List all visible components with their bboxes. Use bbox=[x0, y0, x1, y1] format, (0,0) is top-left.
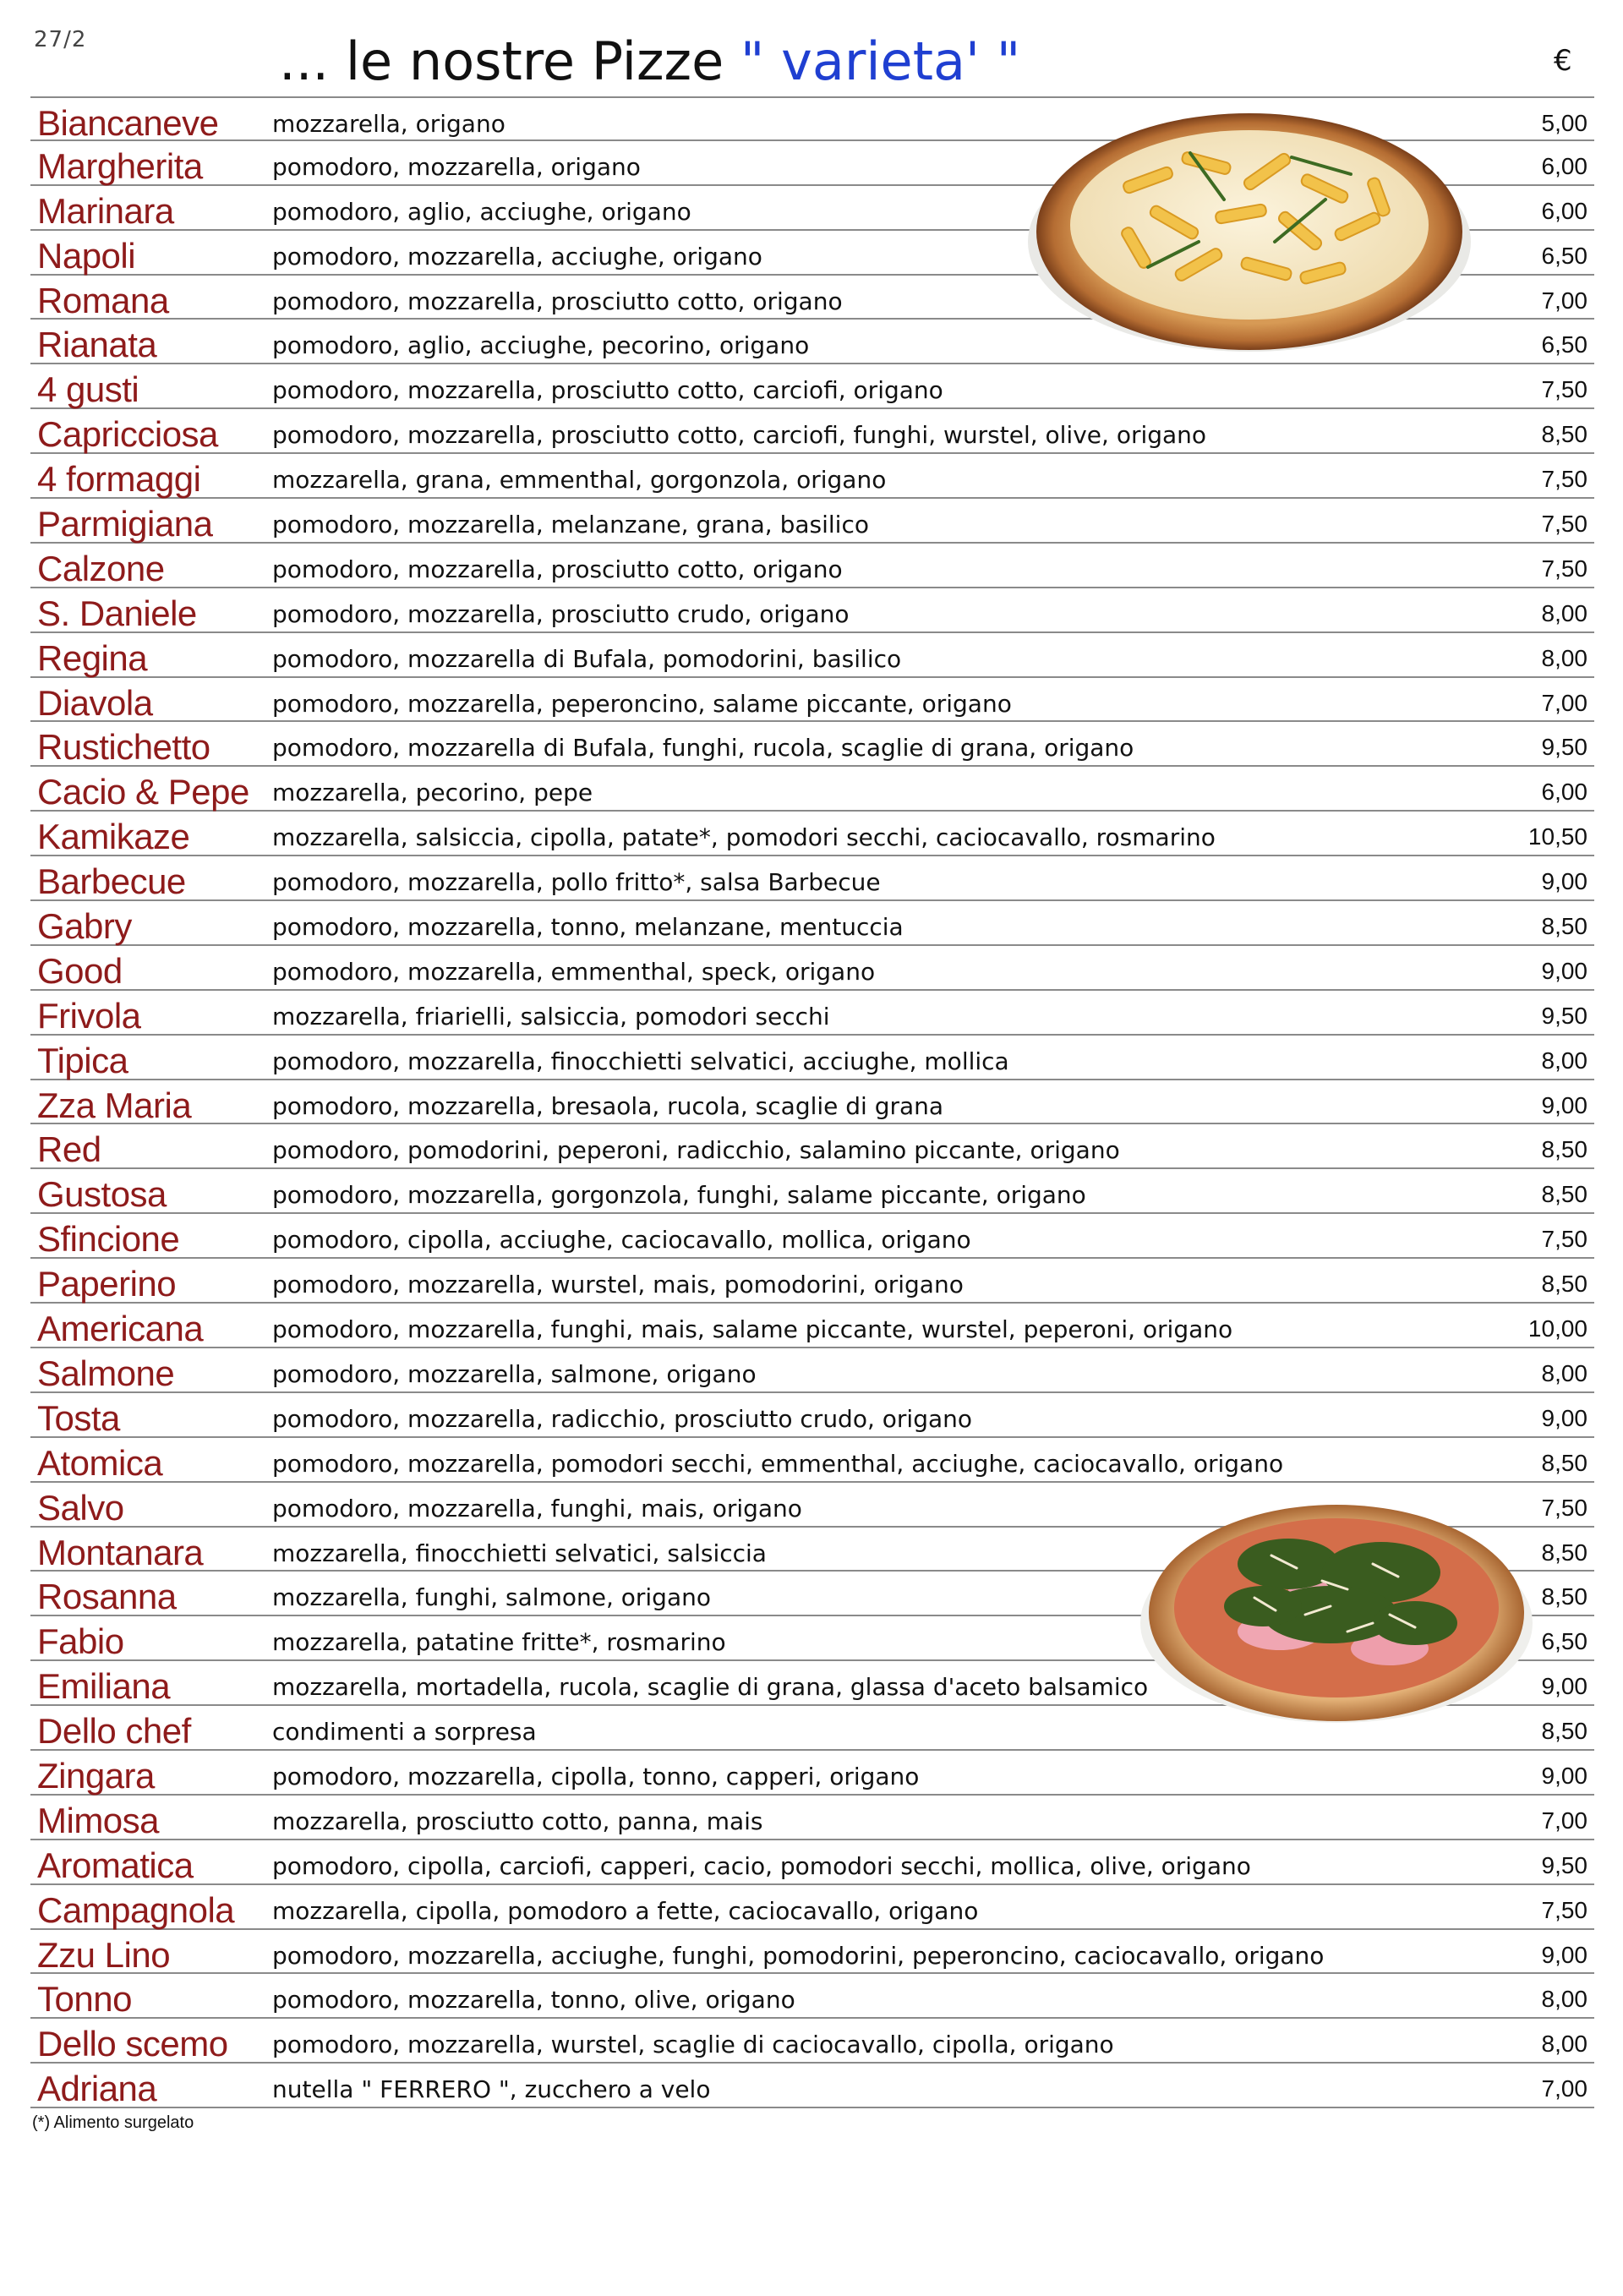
page-number: 27/2 bbox=[34, 27, 87, 52]
pizza-name: Zza Maria bbox=[37, 1085, 192, 1125]
pizza-price: 9,00 bbox=[1541, 957, 1587, 984]
pizza-photo-patate bbox=[1021, 73, 1478, 360]
menu-row bbox=[30, 1304, 1594, 1348]
pizza-name: Atomica bbox=[37, 1442, 163, 1483]
pizza-name: Cacio & Pepe bbox=[37, 772, 249, 812]
menu-row bbox=[30, 1974, 1594, 2019]
pizza-ingredients: pomodoro, mozzarella, prosciutto cotto, carciofi, origano bbox=[272, 376, 943, 405]
menu-row bbox=[30, 544, 1594, 588]
menu-row bbox=[30, 1930, 1594, 1975]
pizza-name: Dello scemo bbox=[37, 2024, 228, 2064]
pizza-price: 8,50 bbox=[1541, 913, 1587, 940]
pizza-price: 9,50 bbox=[1541, 734, 1587, 761]
menu-row bbox=[30, 946, 1594, 991]
page-title bbox=[279, 30, 1020, 92]
pizza-price: 6,00 bbox=[1541, 152, 1587, 179]
pizza-name: Rianata bbox=[37, 325, 157, 365]
pizza-photo-rucola bbox=[1136, 1488, 1537, 1731]
pizza-price: 8,50 bbox=[1541, 421, 1587, 448]
pizza-name: Salvo bbox=[37, 1487, 124, 1528]
pizza-ingredients: pomodoro, mozzarella, peperoncino, salame piccante, origano bbox=[272, 689, 1012, 718]
pizza-price: 9,00 bbox=[1541, 868, 1587, 895]
pizza-price: 7,00 bbox=[1541, 1807, 1587, 1834]
pizza-price: 8,50 bbox=[1541, 1539, 1587, 1566]
pizza-name: Red bbox=[37, 1129, 101, 1170]
menu-row bbox=[30, 364, 1594, 409]
pizza-name: Paperino bbox=[37, 1264, 177, 1304]
pizza-price: 8,00 bbox=[1541, 1359, 1587, 1386]
pizza-price: 6,00 bbox=[1541, 779, 1587, 806]
pizza-name: Gabry bbox=[37, 906, 132, 947]
pizza-name: Zzu Lino bbox=[37, 1934, 171, 1975]
pizza-ingredients: pomodoro, mozzarella, gorgonzola, funghi, salame piccante, origano bbox=[272, 1181, 1086, 1210]
pizza-name: Tonno bbox=[37, 1979, 132, 2020]
menu-row bbox=[30, 1214, 1594, 1259]
pizza-name: 4 formaggi bbox=[37, 459, 201, 500]
menu-row bbox=[30, 454, 1594, 499]
menu-row bbox=[30, 1259, 1594, 1304]
pizza-price: 7,00 bbox=[1541, 689, 1587, 716]
pizza-name: Tipica bbox=[37, 1040, 128, 1080]
pizza-ingredients: pomodoro, mozzarella di Bufala, funghi, rucola, scaglie di grana, origano bbox=[272, 734, 1134, 763]
pizza-ingredients: pomodoro, mozzarella, bresaola, rucola, scaglie di grana bbox=[272, 1091, 944, 1120]
pizza-name: Zingara bbox=[37, 1755, 155, 1796]
pizza-price: 8,00 bbox=[1541, 2031, 1587, 2058]
pizza-ingredients: pomodoro, mozzarella, prosciutto cotto, carciofi, funghi, wurstel, olive, origano bbox=[272, 421, 1207, 450]
pizza-ingredients: pomodoro, mozzarella, salmone, origano bbox=[272, 1359, 757, 1388]
pizza-ingredients: condimenti a sorpresa bbox=[272, 1718, 537, 1747]
pizza-name: Sfincione bbox=[37, 1219, 180, 1260]
pizza-name: Dello chef bbox=[37, 1711, 191, 1752]
pizza-price: 7,50 bbox=[1541, 1896, 1587, 1923]
pizza-ingredients: pomodoro, mozzarella, pollo fritto*, salsa Barbecue bbox=[272, 868, 881, 897]
menu-row bbox=[30, 901, 1594, 946]
menu-row bbox=[30, 409, 1594, 454]
menu-row bbox=[30, 588, 1594, 633]
pizza-price: 6,50 bbox=[1541, 242, 1587, 269]
pizza-price: 6,00 bbox=[1541, 197, 1587, 224]
pizza-ingredients: pomodoro, mozzarella, wurstel, scaglie di caciocavallo, cipolla, origano bbox=[272, 2031, 1114, 2059]
pizza-price: 9,00 bbox=[1541, 1091, 1587, 1118]
menu-row bbox=[30, 1169, 1594, 1214]
pizza-price: 8,00 bbox=[1541, 599, 1587, 626]
pizza-name: Fabio bbox=[37, 1621, 124, 1662]
pizza-price: 8,00 bbox=[1541, 1986, 1587, 2013]
pizza-name: Margherita bbox=[37, 145, 203, 186]
pizza-price: 8,00 bbox=[1541, 1047, 1587, 1074]
pizza-ingredients: mozzarella, origano bbox=[272, 110, 505, 138]
pizza-name: Napoli bbox=[37, 235, 136, 276]
title-prefix: ... le nostre Pizze bbox=[279, 30, 740, 92]
pizza-ingredients: pomodoro, mozzarella, emmenthal, speck, origano bbox=[272, 957, 876, 986]
menu-row bbox=[30, 812, 1594, 856]
pizza-name: Gustosa bbox=[37, 1174, 167, 1215]
pizza-price: 9,00 bbox=[1541, 1404, 1587, 1431]
pizza-name: Campagnola bbox=[37, 1889, 235, 1930]
pizza-price: 7,50 bbox=[1541, 1226, 1587, 1253]
pizza-ingredients: pomodoro, mozzarella, prosciutto crudo, origano bbox=[272, 599, 850, 628]
pizza-name: Salmone bbox=[37, 1353, 175, 1393]
pizza-price: 9,50 bbox=[1541, 1002, 1587, 1029]
pizza-menu-list bbox=[30, 96, 1594, 2108]
pizza-name: Capricciosa bbox=[37, 414, 218, 455]
pizza-name: Americana bbox=[37, 1309, 204, 1349]
pizza-ingredients: pomodoro, mozzarella, prosciutto cotto, origano bbox=[272, 555, 843, 583]
pizza-price: 5,00 bbox=[1541, 110, 1587, 136]
menu-row bbox=[30, 1348, 1594, 1393]
pizza-price: 7,50 bbox=[1541, 555, 1587, 582]
pizza-ingredients: mozzarella, patatine fritte*, rosmarino bbox=[272, 1628, 726, 1657]
footnote: (*) Alimento surgelato bbox=[32, 2113, 194, 2132]
pizza-price: 8,00 bbox=[1541, 644, 1587, 671]
pizza-ingredients: pomodoro, pomodorini, peperoni, radicchio, salamino piccante, origano bbox=[272, 1136, 1120, 1165]
pizza-ingredients: mozzarella, prosciutto cotto, panna, mais bbox=[272, 1807, 763, 1835]
title-accent: " varieta' " bbox=[740, 30, 1021, 92]
pizza-ingredients: mozzarella, mortadella, rucola, scaglie di grana, glassa d'aceto balsamico bbox=[272, 1673, 1149, 1702]
pizza-ingredients: pomodoro, mozzarella, acciughe, origano bbox=[272, 242, 762, 271]
pizza-ingredients: pomodoro, mozzarella, pomodori secchi, emmenthal, acciughe, caciocavallo, origano bbox=[272, 1449, 1284, 1478]
pizza-name: Good bbox=[37, 950, 123, 991]
menu-row bbox=[30, 1124, 1594, 1169]
pizza-ingredients: pomodoro, mozzarella, tonno, melanzane, mentuccia bbox=[272, 913, 904, 942]
menu-row bbox=[30, 1840, 1594, 1885]
pizza-price: 6,50 bbox=[1541, 1628, 1587, 1655]
pizza-ingredients: pomodoro, mozzarella, tonno, olive, origano bbox=[272, 1986, 795, 2014]
pizza-price: 7,50 bbox=[1541, 1494, 1587, 1521]
menu-row bbox=[30, 1438, 1594, 1483]
pizza-name: Adriana bbox=[37, 2069, 157, 2109]
pizza-price: 10,00 bbox=[1527, 1315, 1587, 1342]
menu-row bbox=[30, 1796, 1594, 1840]
menu-row bbox=[30, 499, 1594, 544]
menu-row bbox=[30, 2019, 1594, 2064]
pizza-ingredients: mozzarella, pecorino, pepe bbox=[272, 779, 593, 807]
pizza-name: Marinara bbox=[37, 190, 174, 231]
currency-symbol: € bbox=[1554, 44, 1572, 78]
pizza-name: Aromatica bbox=[37, 1845, 194, 1885]
menu-row bbox=[30, 856, 1594, 901]
pizza-ingredients: pomodoro, mozzarella, acciughe, funghi, pomodorini, peperoncino, caciocavallo, origano bbox=[272, 1941, 1325, 1970]
pizza-name: Frivola bbox=[37, 995, 141, 1036]
pizza-ingredients: pomodoro, mozzarella, wurstel, mais, pomodorini, origano bbox=[272, 1271, 964, 1299]
pizza-name: Romana bbox=[37, 280, 169, 320]
pizza-ingredients: nutella " FERRERO ", zucchero a velo bbox=[272, 2075, 711, 2104]
menu-row bbox=[30, 1393, 1594, 1438]
pizza-name: Rustichetto bbox=[37, 727, 210, 768]
pizza-ingredients: pomodoro, mozzarella, radicchio, prosciutto crudo, origano bbox=[272, 1404, 972, 1433]
pizza-ingredients: mozzarella, grana, emmenthal, gorgonzola, origano bbox=[272, 466, 887, 495]
pizza-ingredients: mozzarella, salsiccia, cipolla, patate*, pomodori secchi, caciocavallo, rosmarino bbox=[272, 823, 1216, 852]
pizza-name: Diavola bbox=[37, 682, 153, 723]
menu-row bbox=[30, 1036, 1594, 1080]
pizza-price: 9,00 bbox=[1541, 1673, 1587, 1700]
pizza-price: 8,50 bbox=[1541, 1136, 1587, 1163]
pizza-ingredients: mozzarella, funghi, salmone, origano bbox=[272, 1583, 711, 1612]
pizza-name: Montanara bbox=[37, 1532, 204, 1572]
pizza-name: Regina bbox=[37, 637, 148, 678]
pizza-price: 7,50 bbox=[1541, 511, 1587, 538]
pizza-ingredients: pomodoro, mozzarella, funghi, mais, salame piccante, wurstel, peperoni, origano bbox=[272, 1315, 1233, 1344]
pizza-ingredients: pomodoro, aglio, acciughe, pecorino, origano bbox=[272, 331, 810, 360]
pizza-ingredients: mozzarella, finocchietti selvatici, salsiccia bbox=[272, 1539, 767, 1567]
pizza-ingredients: pomodoro, mozzarella, origano bbox=[272, 152, 641, 181]
menu-row bbox=[30, 633, 1594, 678]
pizza-ingredients: pomodoro, mozzarella di Bufala, pomodorini, basilico bbox=[272, 644, 902, 673]
pizza-price: 8,50 bbox=[1541, 1181, 1587, 1208]
pizza-name: Calzone bbox=[37, 548, 165, 588]
pizza-name: Emiliana bbox=[37, 1666, 171, 1707]
pizza-name: S. Daniele bbox=[37, 593, 197, 633]
menu-row bbox=[30, 991, 1594, 1036]
menu-row bbox=[30, 1080, 1594, 1125]
menu-row bbox=[30, 767, 1594, 812]
pizza-price: 7,00 bbox=[1541, 287, 1587, 314]
pizza-name: 4 gusti bbox=[37, 369, 139, 410]
menu-row bbox=[30, 2064, 1594, 2108]
menu-row bbox=[30, 722, 1594, 767]
pizza-price: 7,50 bbox=[1541, 376, 1587, 403]
pizza-price: 10,50 bbox=[1527, 823, 1587, 850]
pizza-name: Biancaneve bbox=[37, 103, 219, 143]
pizza-price: 8,50 bbox=[1541, 1271, 1587, 1298]
pizza-ingredients: pomodoro, mozzarella, melanzane, grana, basilico bbox=[272, 511, 869, 539]
menu-row bbox=[30, 1751, 1594, 1796]
pizza-ingredients: pomodoro, cipolla, acciughe, caciocavallo, mollica, origano bbox=[272, 1226, 971, 1255]
pizza-ingredients: mozzarella, cipolla, pomodoro a fette, caciocavallo, origano bbox=[272, 1896, 979, 1925]
pizza-price: 9,00 bbox=[1541, 1941, 1587, 1968]
pizza-ingredients: pomodoro, cipolla, carciofi, capperi, cacio, pomodori secchi, mollica, olive, origano bbox=[272, 1851, 1251, 1880]
pizza-price: 9,50 bbox=[1541, 1851, 1587, 1878]
pizza-name: Mimosa bbox=[37, 1800, 160, 1840]
pizza-name: Parmigiana bbox=[37, 504, 213, 544]
pizza-ingredients: pomodoro, mozzarella, prosciutto cotto, origano bbox=[272, 287, 843, 315]
pizza-name: Tosta bbox=[37, 1397, 120, 1438]
pizza-price: 8,50 bbox=[1541, 1449, 1587, 1476]
pizza-name: Rosanna bbox=[37, 1577, 177, 1617]
pizza-ingredients: pomodoro, mozzarella, funghi, mais, origano bbox=[272, 1494, 802, 1522]
pizza-price: 6,50 bbox=[1541, 331, 1587, 358]
pizza-ingredients: pomodoro, mozzarella, cipolla, tonno, capperi, origano bbox=[272, 1762, 920, 1790]
pizza-ingredients: pomodoro, mozzarella, finocchietti selvatici, acciughe, mollica bbox=[272, 1047, 1009, 1075]
pizza-name: Kamikaze bbox=[37, 817, 190, 857]
pizza-price: 9,00 bbox=[1541, 1762, 1587, 1789]
pizza-price: 8,50 bbox=[1541, 1583, 1587, 1610]
pizza-name: Barbecue bbox=[37, 861, 186, 902]
pizza-price: 8,50 bbox=[1541, 1718, 1587, 1745]
pizza-price: 7,00 bbox=[1541, 2075, 1587, 2102]
pizza-price: 7,50 bbox=[1541, 466, 1587, 493]
pizza-ingredients: pomodoro, aglio, acciughe, origano bbox=[272, 197, 691, 226]
pizza-ingredients: mozzarella, friarielli, salsiccia, pomodori secchi bbox=[272, 1002, 830, 1030]
menu-row bbox=[30, 1885, 1594, 1930]
menu-row bbox=[30, 678, 1594, 723]
